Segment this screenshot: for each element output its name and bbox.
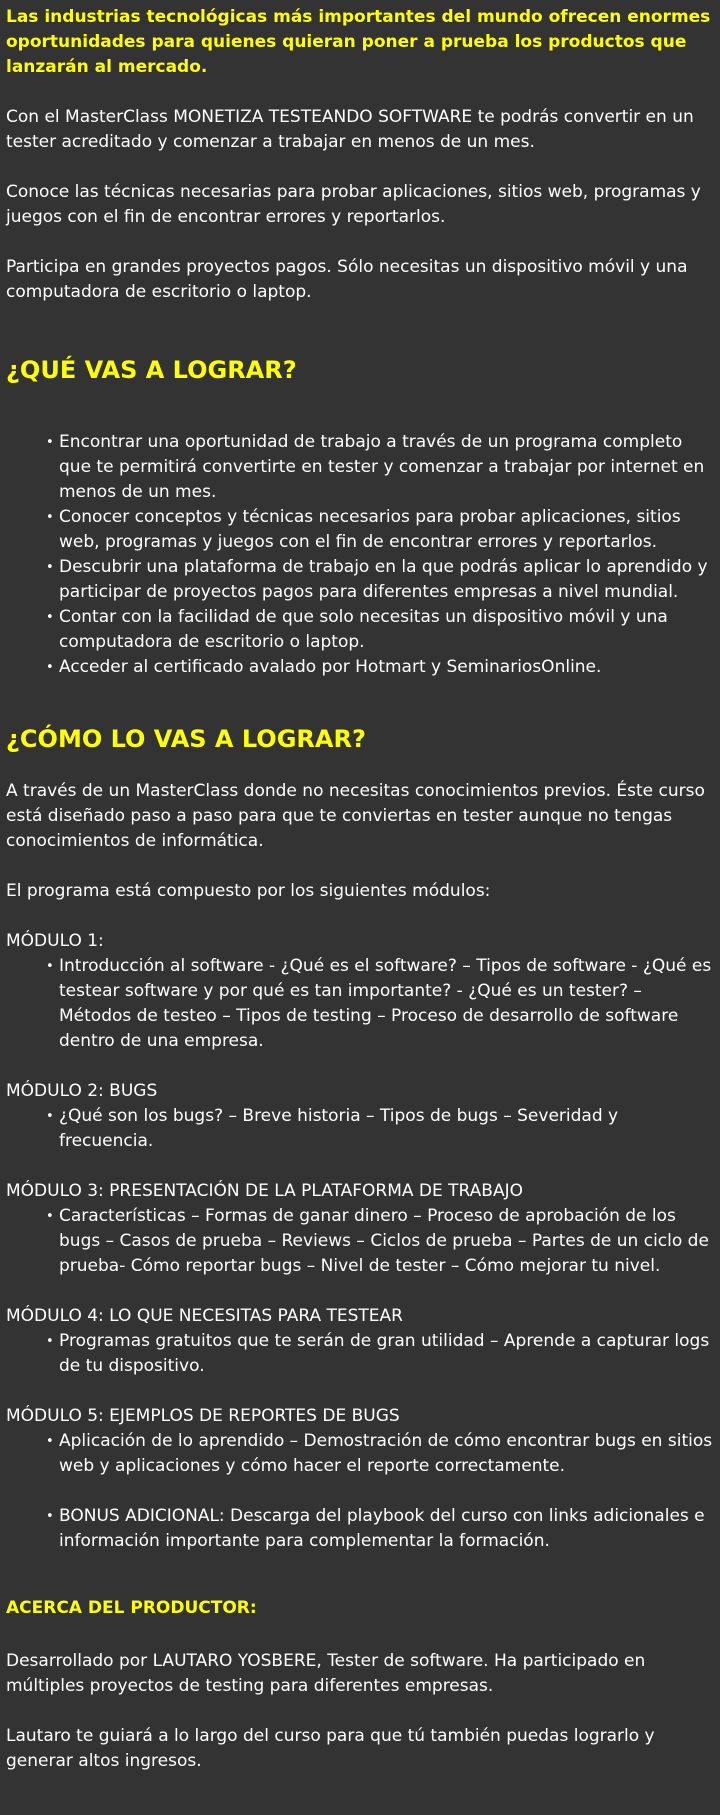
bonus-list xyxy=(6,1504,714,1554)
list-item: • Introducción al software - ¿Qué es el software? – Tipos de software - ¿Qué es testear software y por qué es tan importante? - ¿Qué es un tester? – Métodos de testeo – Tipos de testing – Proceso de desarrollo de software dentro de una empresa. xyxy=(59,954,714,1054)
producer-paragraph: Lautaro te guiará a lo largo del curso para que tú también puedas lograrlo y generar altos ingresos. xyxy=(6,1726,655,1771)
module-list xyxy=(6,954,714,1054)
module-title: MÓDULO 1: xyxy=(6,931,104,951)
list-item: • Contar con la facilidad de que solo necesitas un dispositivo móvil y una computadora de escritorio o laptop. xyxy=(59,605,714,655)
list-item: • Características – Formas de ganar dinero – Proceso de aprobación de los bugs – Casos de prueba – Reviews – Ciclos de prueba – Partes de un ciclo de prueba- Cómo reportar bugs – Nivel de tester – Cómo mejorar tu nivel. xyxy=(59,1204,714,1279)
module-list xyxy=(6,1429,714,1479)
module-list xyxy=(6,1104,714,1154)
module-list xyxy=(6,1204,714,1279)
section-title-producer: ACERCA DEL PRODUCTOR: xyxy=(6,1598,257,1618)
producer-paragraph: Desarrollado por LAUTARO YOSBERE, Tester de software. Ha participado en múltiples proyectos de testing para diferentes empresas. xyxy=(6,1651,646,1696)
list-item: • Aplicación de lo aprendido – Demostración de cómo encontrar bugs en sitios web y aplicaciones y cómo hacer el reporte correctamente. xyxy=(59,1429,714,1479)
list-item: • Acceder al certificado avalado por Hotmart y SeminariosOnline. xyxy=(59,655,714,680)
list-item: • Programas gratuitos que te serán de gran utilidad – Aprende a capturar logs de tu dispositivo. xyxy=(59,1329,714,1379)
list-item: • Descubrir una plataforma de trabajo en la que podrás aplicar lo aprendido y participar de proyectos pagos para diferentes empresas a nivel mundial. xyxy=(59,555,714,605)
section-title-achieve: ¿QUÉ VAS A LOGRAR? xyxy=(6,356,297,384)
how-paragraph: A través de un MasterClass donde no necesitas conocimientos previos. Éste curso está diseñado paso a paso para que te conviertas en tester aunque no tengas conocimientos de informática. xyxy=(6,781,705,851)
list-item: • Conocer conceptos y técnicas necesarios para probar aplicaciones, sitios web, programas y juegos con el fin de encontrar errores y reportarlos. xyxy=(59,505,714,555)
module-title: MÓDULO 3: PRESENTACIÓN DE LA PLATAFORMA DE TRABAJO xyxy=(6,1181,523,1201)
module-title: MÓDULO 2: BUGS xyxy=(6,1081,158,1101)
how-paragraph: El programa está compuesto por los siguientes módulos: xyxy=(6,881,491,901)
intro-paragraph: Con el MasterClass MONETIZA TESTEANDO SOFTWARE te podrás convertir en un tester acreditado y comenzar a trabajar en menos de un mes. xyxy=(6,107,694,152)
bonus-item: • BONUS ADICIONAL: Descarga del playbook del curso con links adicionales e información importante para complementar la formación. xyxy=(59,1504,714,1554)
achieve-list xyxy=(6,430,714,680)
module-title: MÓDULO 4: LO QUE NECESITAS PARA TESTEAR xyxy=(6,1306,403,1326)
section-title-how: ¿CÓMO LO VAS A LOGRAR? xyxy=(6,725,366,753)
list-item: • ¿Qué son los bugs? – Breve historia – Tipos de bugs – Severidad y frecuencia. xyxy=(59,1104,714,1154)
intro-paragraph: Participa en grandes proyectos pagos. Sólo necesitas un dispositivo móvil y una computadora de escritorio o laptop. xyxy=(6,257,688,302)
module-list xyxy=(6,1329,714,1379)
intro-lead: Las industrias tecnológicas más importantes del mundo ofrecen enormes oportunidades para quienes quieran poner a prueba los productos que lanzarán al mercado. xyxy=(6,7,711,77)
list-item: • Encontrar una oportunidad de trabajo a través de un programa completo que te permitirá convertirte en tester y comenzar a trabajar por internet en menos de un mes. xyxy=(59,430,714,505)
module-title: MÓDULO 5: EJEMPLOS DE REPORTES DE BUGS xyxy=(6,1406,400,1426)
intro-paragraph: Conoce las técnicas necesarias para probar aplicaciones, sitios web, programas y juegos con el fin de encontrar errores y reportarlos. xyxy=(6,182,701,227)
